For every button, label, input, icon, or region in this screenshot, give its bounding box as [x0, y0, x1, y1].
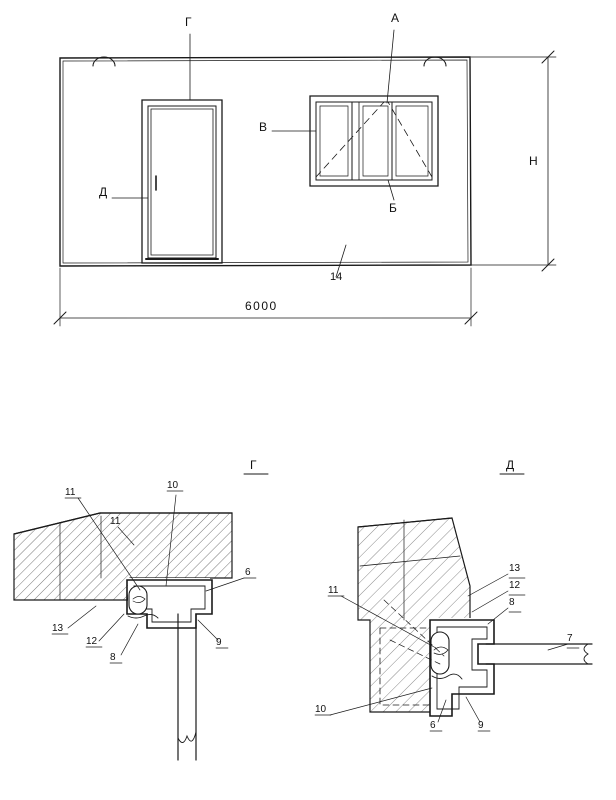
callout-v-left: В	[259, 120, 268, 134]
window-open-dash-right	[388, 102, 432, 177]
panel-outline-inner	[63, 60, 468, 263]
node-d-label-11: 11	[328, 585, 339, 596]
node-g-view	[14, 474, 268, 760]
node-g-title: Г	[250, 458, 257, 472]
section-line-b	[388, 180, 394, 200]
node-d-view	[315, 474, 592, 731]
node-d-label-6: 6	[430, 720, 436, 731]
lifting-loop-right	[424, 57, 446, 66]
node-g-leader-12	[99, 614, 124, 641]
node-g-label-9: 9	[216, 637, 222, 648]
node-d-label-8: 8	[509, 597, 515, 608]
window-open-dash-left	[316, 102, 384, 177]
node-d-leader-12	[472, 591, 508, 612]
callout-b-bottom: Б	[389, 201, 397, 215]
node-g-label-11: 11	[65, 487, 76, 498]
callout-pos-14: 14	[330, 271, 343, 283]
node-g-label-10: 10	[167, 480, 179, 491]
node-g-leader-13	[68, 606, 96, 628]
door-frame-inner	[148, 106, 216, 258]
window-frame-outer	[310, 96, 438, 186]
node-g-label-13: 13	[52, 623, 64, 634]
node-g-stub-break	[178, 732, 196, 743]
node-d-member-end	[584, 644, 588, 664]
node-g-label-8: 8	[110, 652, 116, 663]
node-d-leader-7	[548, 644, 568, 650]
section-line-a	[387, 30, 394, 103]
door-leaf	[151, 109, 213, 255]
node-d-title: Д	[506, 458, 515, 472]
window-sash-left	[320, 106, 348, 176]
panel-outline	[60, 57, 471, 266]
node-d-label-10: 10	[315, 704, 327, 715]
node-d-label-12: 12	[509, 580, 521, 591]
node-g-label-11b: 11	[110, 516, 121, 527]
node-g-label-12: 12	[86, 636, 98, 647]
callout-d-left: Д	[99, 185, 108, 199]
callout-a-top: А	[391, 11, 400, 25]
elevation-view	[54, 30, 556, 326]
window-sash-mid	[363, 106, 388, 176]
node-d-label-7: 7	[567, 633, 573, 644]
node-d-label-9: 9	[478, 720, 484, 731]
callout-g-top: Г	[185, 15, 192, 29]
node-g-label-6: 6	[245, 567, 251, 578]
dimension-width: 6000	[245, 299, 278, 313]
door-frame-outer	[142, 100, 222, 263]
node-d-label-13: 13	[509, 563, 521, 574]
node-g-leader-8	[121, 624, 138, 655]
node-d-leader-13	[468, 574, 508, 596]
window-sash-right	[396, 106, 428, 176]
window-frame-inner	[316, 102, 432, 180]
dimension-height: H	[529, 154, 540, 168]
